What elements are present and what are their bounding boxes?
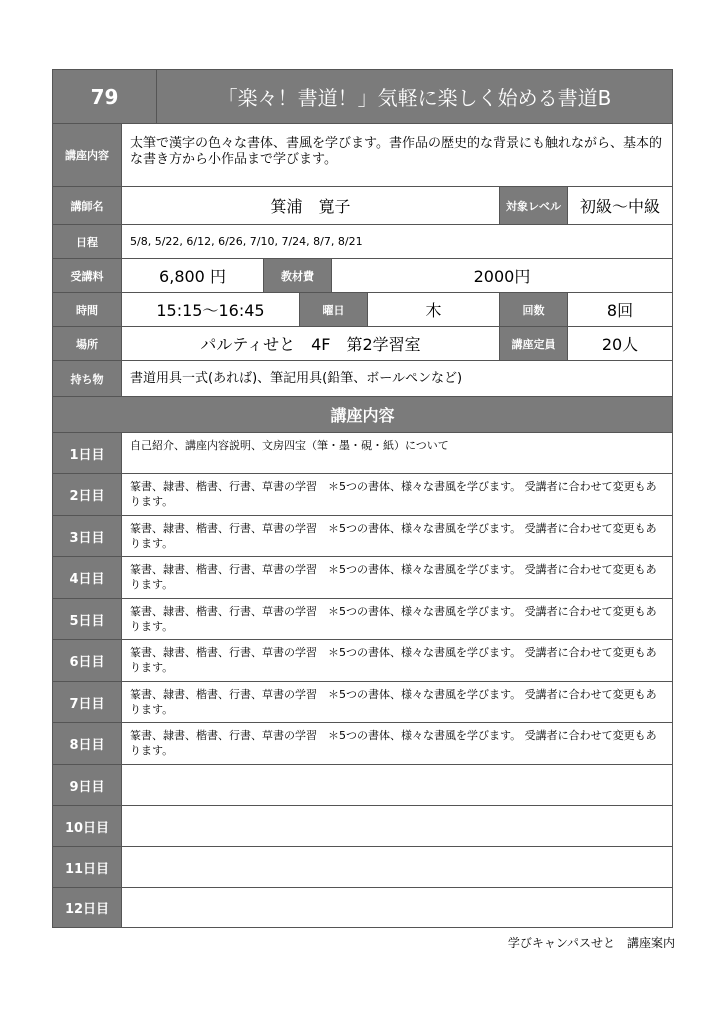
count-label-cell (499, 292, 567, 326)
session-content: 自己紹介、講座内容説明、文房四宝（筆・墨・硯・紙）について (121, 432, 672, 473)
count-value: 8回 (567, 292, 672, 326)
belongings-value: 書道用具一式(あれば)、筆記用具(鉛筆、ボールペンなど) (121, 360, 672, 396)
session-day: 3日目 (53, 515, 121, 556)
session-day: 6日目 (53, 639, 121, 681)
fee-label: 受講料 (70, 269, 104, 283)
session-content: 篆書、隷書、楷書、行書、草書の学習 ＊5つの書体、様々な書風を学びます。 受講者に合わせて変更もあります。 (121, 473, 672, 515)
level-label-cell (499, 186, 567, 224)
course-number-cell (53, 70, 156, 123)
session-day: 12日目 (53, 887, 121, 927)
course-title-cell (156, 70, 672, 123)
level-label: 対象レベル (506, 199, 561, 213)
material-value: 2000円 (331, 258, 672, 292)
time-label: 時間 (76, 303, 98, 317)
session-day: 9日目 (53, 764, 121, 805)
footer-text: 学びキャンパスせと 講座案内 (507, 936, 675, 950)
place-value: パルティせと 4F 第2学習室 (121, 326, 499, 360)
session-content: 篆書、隷書、楷書、行書、草書の学習 ＊5つの書体、様々な書風を学びます。 受講者に合わせて変更もあります。 (121, 722, 672, 764)
schedule-label-cell (53, 224, 121, 258)
overview-text: 太筆で漢字の色々な書体、書風を学びます。書作品の歴史的な背景にも触れながら、基本的な書き方から小作品まで学びます。 (121, 123, 672, 186)
sessions-header-label: 講座内容 (330, 406, 395, 425)
fee-value: 6,800 円 (121, 258, 263, 292)
material-label: 教材費 (281, 269, 314, 283)
capacity-value: 20人 (567, 326, 672, 360)
overview-label: 講座内容 (65, 149, 109, 162)
session-day: 1日目 (53, 432, 121, 473)
session-day: 11日目 (53, 846, 121, 887)
time-label-cell (53, 292, 121, 326)
place-label: 場所 (76, 337, 98, 351)
schedule-dates: 5/8, 5/22, 6/12, 6/26, 7/10, 7/24, 8/7, 8/21 (121, 224, 672, 258)
time-value: 15:15～16:45 (121, 292, 299, 326)
instructor-label: 講師名 (70, 199, 104, 213)
session-day: 7日目 (53, 681, 121, 722)
schedule-label: 日程 (76, 235, 98, 249)
session-content (121, 764, 672, 805)
session-content (121, 887, 672, 927)
course-title: 「楽々！書道！」気軽に楽しく始める書道B (217, 86, 612, 110)
session-content: 篆書、隷書、楷書、行書、草書の学習 ＊5つの書体、様々な書風を学びます。 受講者に合わせて変更もあります。 (121, 556, 672, 598)
level-value: 初級～中級 (567, 186, 672, 224)
course-number: 79 (90, 84, 119, 109)
count-label: 回数 (522, 303, 545, 317)
session-content: 篆書、隷書、楷書、行書、草書の学習 ＊5つの書体、様々な書風を学びます。 受講者に合わせて変更もあります。 (121, 681, 672, 722)
belongings-label-cell (53, 360, 121, 396)
session-day: 4日目 (53, 556, 121, 598)
session-day: 5日目 (53, 598, 121, 639)
weekday-value: 木 (367, 292, 499, 326)
sessions-header (53, 396, 672, 432)
instructor-label-cell (53, 186, 121, 224)
overview-label-cell (53, 123, 121, 186)
session-day: 8日目 (53, 722, 121, 764)
session-content: 篆書、隷書、楷書、行書、草書の学習 ＊5つの書体、様々な書風を学びます。 受講者に合わせて変更もあります。 (121, 515, 672, 556)
session-day: 2日目 (53, 473, 121, 515)
session-day: 10日目 (53, 805, 121, 846)
weekday-label-cell (299, 292, 367, 326)
session-content: 篆書、隷書、楷書、行書、草書の学習 ＊5つの書体、様々な書風を学びます。 受講者に合わせて変更もあります。 (121, 639, 672, 681)
fee-label-cell (53, 258, 121, 292)
belongings-label: 持ち物 (70, 372, 104, 386)
weekday-label: 曜日 (322, 303, 345, 317)
place-label-cell (53, 326, 121, 360)
material-label-cell (263, 258, 331, 292)
instructor-name: 箕浦 寛子 (121, 186, 499, 224)
session-content: 篆書、隷書、楷書、行書、草書の学習 ＊5つの書体、様々な書風を学びます。 受講者に合わせて変更もあります。 (121, 598, 672, 639)
capacity-label: 講座定員 (511, 337, 556, 351)
capacity-label-cell (499, 326, 567, 360)
session-content (121, 805, 672, 846)
session-content (121, 846, 672, 887)
